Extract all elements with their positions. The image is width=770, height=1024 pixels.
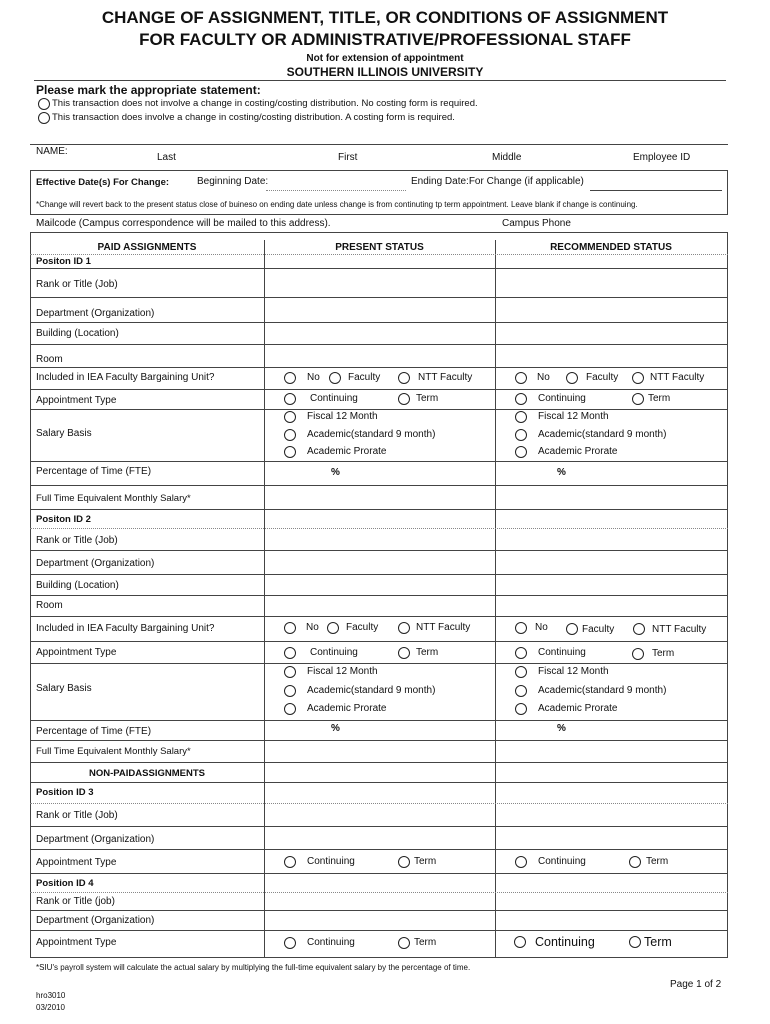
p3-rec-continuing-radio[interactable]: [515, 856, 527, 868]
p1-room-recommended-input[interactable]: [497, 346, 725, 366]
salary-calculation-note: *SIU's payroll system will calculate the actual salary by multiplying the full-time equivalent salary by the percentage of time.: [36, 963, 471, 972]
name-middle-label: Middle: [492, 152, 522, 163]
p1-rank-present-input[interactable]: [266, 270, 493, 296]
p2-dept-recommended-input[interactable]: [497, 552, 725, 573]
p4-dept-present-input[interactable]: [266, 912, 493, 929]
p2-rec-iea-faculty-label: Faculty: [582, 624, 615, 635]
p1-rec-iea-ntt-radio[interactable]: [632, 372, 644, 384]
p4-rank-label: Rank or Title (job): [36, 896, 115, 907]
p2-rec-prorate-radio[interactable]: [515, 703, 527, 715]
name-first-label: First: [338, 152, 358, 163]
p1-rank-label: Rank or Title (Job): [36, 279, 118, 290]
p2-room-recommended-input[interactable]: [497, 597, 725, 615]
p2-rec-iea-ntt-radio[interactable]: [633, 623, 645, 635]
mailcode-input[interactable]: [336, 216, 496, 230]
p3-rec-continuing-label: Continuing: [538, 856, 586, 867]
p2-present-iea-no-label: No: [306, 622, 319, 633]
form-number: hro3010: [36, 991, 66, 1000]
p1-building-present-input[interactable]: [266, 324, 493, 343]
p1-rec-prorate-label: Academic Prorate: [538, 446, 618, 457]
p2-present-iea-no-radio[interactable]: [284, 622, 296, 634]
p2-building-recommended-input[interactable]: [497, 576, 725, 594]
p1-salary-recommended-input[interactable]: [497, 487, 725, 508]
name-label: NAME:: [36, 146, 68, 157]
p1-present-academic-radio[interactable]: [284, 429, 296, 441]
effective-dates-label: Effective Date(s) For Change:: [36, 177, 170, 188]
form-title-line1: CHANGE OF ASSIGNMENT, TITLE, OR CONDITIONS OF ASSIGNMENT: [101, 8, 669, 27]
p2-rec-prorate-label: Academic Prorate: [538, 703, 618, 714]
p1-present-term-label: Term: [416, 393, 439, 404]
p2-present-iea-ntt-label: NTT Faculty: [416, 622, 471, 633]
p4-rec-continuing-label: Continuing: [535, 935, 595, 949]
statement-option-no-costing-radio[interactable]: [38, 98, 50, 110]
p1-room-label: Room: [36, 354, 63, 365]
p2-rec-iea-no-label: No: [535, 622, 548, 633]
p1-present-academic-label: Academic(standard 9 month): [307, 429, 436, 440]
p1-rec-term-radio[interactable]: [632, 393, 644, 405]
p4-present-continuing-label: Continuing: [307, 937, 355, 948]
position-id-2-label: Positon ID 2: [36, 514, 91, 525]
p1-rec-prorate-radio[interactable]: [515, 446, 527, 458]
p1-building-label: Building (Location): [36, 328, 119, 339]
p2-salary-basis-label: Salary Basis: [36, 683, 92, 694]
p2-rec-academic-label: Academic(standard 9 month): [538, 685, 667, 696]
p4-dept-recommended-input[interactable]: [497, 912, 725, 929]
p1-present-iea-no-label: No: [307, 372, 320, 383]
statement-option-costing-radio[interactable]: [38, 112, 50, 124]
p2-rec-academic-radio[interactable]: [515, 685, 527, 697]
p1-present-continuing-radio[interactable]: [284, 393, 296, 405]
p1-present-fte-percent: %: [331, 467, 340, 478]
p2-present-prorate-label: Academic Prorate: [307, 703, 387, 714]
p2-rec-fte-input[interactable]: [499, 722, 554, 738]
p2-rank-recommended-input[interactable]: [497, 530, 725, 549]
p4-present-term-radio[interactable]: [398, 937, 410, 949]
p2-present-term-label: Term: [416, 647, 439, 658]
p1-iea-label: Included in IEA Faculty Bargaining Unit?: [36, 372, 215, 383]
p2-rec-fiscal-label: Fiscal 12 Month: [538, 666, 609, 677]
p1-present-iea-ntt-label: NTT Faculty: [418, 372, 473, 383]
beginning-date-label: Beginning Date:: [197, 176, 269, 187]
p2-present-prorate-radio[interactable]: [284, 703, 296, 715]
p2-present-iea-ntt-radio[interactable]: [398, 622, 410, 634]
p2-rec-term-radio[interactable]: [632, 648, 644, 660]
p1-dept-label: Department (Organization): [36, 308, 155, 319]
p4-rec-term-radio[interactable]: [629, 936, 641, 948]
p2-room-label: Room: [36, 600, 63, 611]
divider: [30, 144, 728, 145]
p2-building-present-input[interactable]: [266, 576, 493, 594]
p3-present-term-radio[interactable]: [398, 856, 410, 868]
p3-rec-term-label: Term: [646, 856, 669, 867]
p1-present-prorate-radio[interactable]: [284, 446, 296, 458]
p3-appointment-type-label: Appointment Type: [36, 857, 117, 868]
p3-rank-recommended-input[interactable]: [497, 805, 725, 825]
divider: [34, 80, 726, 81]
p1-room-present-input[interactable]: [266, 346, 493, 366]
form-title-line2: FOR FACULTY OR ADMINISTRATIVE/PROFESSIONAL STAFF: [139, 30, 631, 49]
p1-rec-academic-label: Academic(standard 9 month): [538, 429, 667, 440]
p2-present-continuing-label: Continuing: [310, 647, 358, 658]
p1-rec-iea-faculty-radio[interactable]: [566, 372, 578, 384]
p1-rec-fte-percent: %: [557, 467, 566, 478]
p2-rec-iea-faculty-radio[interactable]: [566, 623, 578, 635]
p1-present-prorate-label: Academic Prorate: [307, 446, 387, 457]
ending-date-input[interactable]: [592, 175, 720, 189]
p1-dept-recommended-input[interactable]: [497, 299, 725, 321]
p3-present-continuing-label: Continuing: [307, 856, 355, 867]
beginning-date-input[interactable]: [268, 175, 404, 189]
p2-rec-continuing-radio[interactable]: [515, 647, 527, 659]
p1-salary-present-input[interactable]: [266, 487, 493, 508]
p2-salary-label: Full Time Equivalent Monthly Salary*: [36, 746, 191, 757]
p4-rec-continuing-radio[interactable]: [514, 936, 526, 948]
p2-fte-label: Percentage of Time (FTE): [36, 726, 152, 737]
p1-rec-fte-input[interactable]: [499, 464, 554, 482]
p2-dept-present-input[interactable]: [266, 552, 493, 573]
p2-present-fte-input[interactable]: [268, 722, 328, 738]
p3-present-continuing-radio[interactable]: [284, 856, 296, 868]
p4-rec-term-label: Term: [644, 935, 672, 949]
page-number: Page 1 of 2: [670, 979, 722, 990]
p1-salary-label: Full Time Equivalent Monthly Salary*: [36, 493, 191, 504]
p2-salary-recommended-input[interactable]: [497, 742, 725, 761]
p1-dept-present-input[interactable]: [266, 299, 493, 321]
campus-phone-label: Campus Phone: [502, 218, 571, 229]
p2-iea-label: Included in IEA Faculty Bargaining Unit?: [36, 623, 215, 634]
p1-present-fte-input[interactable]: [268, 464, 328, 482]
university-name: SOUTHERN ILLINOIS UNIVERSITY: [286, 65, 484, 79]
p1-salary-basis-label: Salary Basis: [36, 428, 92, 439]
p3-rec-term-radio[interactable]: [629, 856, 641, 868]
p1-rec-iea-no-label: No: [537, 372, 550, 383]
p2-present-iea-faculty-radio[interactable]: [327, 622, 339, 634]
p2-building-label: Building (Location): [36, 580, 119, 591]
p4-dept-label: Department (Organization): [36, 915, 155, 926]
p1-rec-iea-no-radio[interactable]: [515, 372, 527, 384]
form-date: 03/2010: [36, 1003, 65, 1012]
statement-heading: Please mark the appropriate statement:: [36, 83, 261, 97]
paid-assignments-header: PAID ASSIGNMENTS: [97, 242, 197, 253]
name-last-label: Last: [157, 152, 176, 163]
p1-rec-fiscal-radio[interactable]: [515, 411, 527, 423]
p2-rec-term-label: Term: [652, 648, 675, 659]
p2-rec-iea-ntt-label: NTT Faculty: [652, 624, 707, 635]
campus-phone-input[interactable]: [574, 216, 724, 230]
p4-rank-recommended-input[interactable]: [497, 894, 725, 909]
p2-appointment-type-label: Appointment Type: [36, 647, 117, 658]
employee-id-label: Employee ID: [633, 152, 691, 163]
p2-present-continuing-radio[interactable]: [284, 647, 296, 659]
p1-rank-recommended-input[interactable]: [497, 270, 725, 296]
ending-date-label: Ending Date:For Change (if applicable): [411, 176, 584, 187]
p1-rec-academic-radio[interactable]: [515, 429, 527, 441]
p4-present-continuing-radio[interactable]: [284, 937, 296, 949]
p1-appointment-type-label: Appointment Type: [36, 395, 117, 406]
present-status-header: PRESENT STATUS: [335, 242, 424, 253]
p1-rec-iea-ntt-label: NTT Faculty: [650, 372, 705, 383]
p4-rank-present-input[interactable]: [266, 894, 493, 909]
form-subtitle: Not for extension of appointment: [306, 53, 464, 64]
p3-rank-label: Rank or Title (Job): [36, 810, 118, 821]
p3-dept-recommended-input[interactable]: [497, 828, 725, 848]
p1-fte-label: Percentage of Time (FTE): [36, 466, 152, 477]
p1-present-iea-faculty-label: Faculty: [348, 372, 381, 383]
p1-rec-iea-faculty-label: Faculty: [586, 372, 619, 383]
mailcode-label: Mailcode (Campus correspondence will be mailed to this address).: [36, 218, 331, 229]
p2-present-academic-radio[interactable]: [284, 685, 296, 697]
p1-building-recommended-input[interactable]: [497, 324, 725, 343]
p3-rank-present-input[interactable]: [266, 805, 493, 825]
p2-rank-label: Rank or Title (Job): [36, 535, 118, 546]
p2-rank-present-input[interactable]: [266, 530, 493, 549]
p1-present-iea-ntt-radio[interactable]: [398, 372, 410, 384]
p2-present-fte-percent: %: [331, 723, 340, 734]
p1-present-continuing-label: Continuing: [310, 393, 358, 404]
statement-option2-label: This transaction does involve a change in costing/costing distribution. A costing form is required.: [52, 112, 455, 123]
p3-dept-label: Department (Organization): [36, 834, 155, 845]
p4-appointment-type-label: Appointment Type: [36, 937, 117, 948]
p2-salary-present-input[interactable]: [266, 742, 493, 761]
p1-present-iea-faculty-radio[interactable]: [329, 372, 341, 384]
p2-rec-iea-no-radio[interactable]: [515, 622, 527, 634]
p2-rec-continuing-label: Continuing: [538, 647, 586, 658]
position-id-4-label: Position ID 4: [36, 878, 94, 889]
p1-rec-continuing-label: Continuing: [538, 393, 586, 404]
name-field[interactable]: [70, 146, 720, 168]
position-id-3-label: Position ID 3: [36, 787, 94, 798]
p1-present-iea-no-radio[interactable]: [284, 372, 296, 384]
p1-rec-continuing-radio[interactable]: [515, 393, 527, 405]
p1-present-fiscal-radio[interactable]: [284, 411, 296, 423]
non-paid-assignments-header: NON-PAIDASSIGNMENTS: [89, 768, 205, 779]
statement-option1-label: This transaction does not involve a change in costing/costing distribution. No costing form is required.: [52, 98, 478, 109]
p2-rec-fiscal-radio[interactable]: [515, 666, 527, 678]
p3-dept-present-input[interactable]: [266, 828, 493, 848]
change-revert-note: *Change will revert back to the present status close of buineso on ending date unless change is from continuting tp term appointment. Leave blank if change is continuing.: [36, 200, 638, 209]
p1-rec-fiscal-label: Fiscal 12 Month: [538, 411, 609, 422]
position-id-1-label: Positon ID 1: [36, 256, 91, 267]
p2-present-academic-label: Academic(standard 9 month): [307, 685, 436, 696]
p2-present-fiscal-radio[interactable]: [284, 666, 296, 678]
p4-present-term-label: Term: [414, 937, 437, 948]
p1-present-term-radio[interactable]: [398, 393, 410, 405]
p2-dept-label: Department (Organization): [36, 558, 155, 569]
p2-present-term-radio[interactable]: [398, 647, 410, 659]
p1-present-fiscal-label: Fiscal 12 Month: [307, 411, 378, 422]
p3-present-term-label: Term: [414, 856, 437, 867]
recommended-status-header: RECOMMENDED STATUS: [550, 242, 672, 253]
p1-rec-term-label: Term: [648, 393, 671, 404]
p2-rec-fte-percent: %: [557, 723, 566, 734]
p2-present-iea-faculty-label: Faculty: [346, 622, 379, 633]
p2-present-fiscal-label: Fiscal 12 Month: [307, 666, 378, 677]
p2-room-present-input[interactable]: [266, 597, 493, 615]
